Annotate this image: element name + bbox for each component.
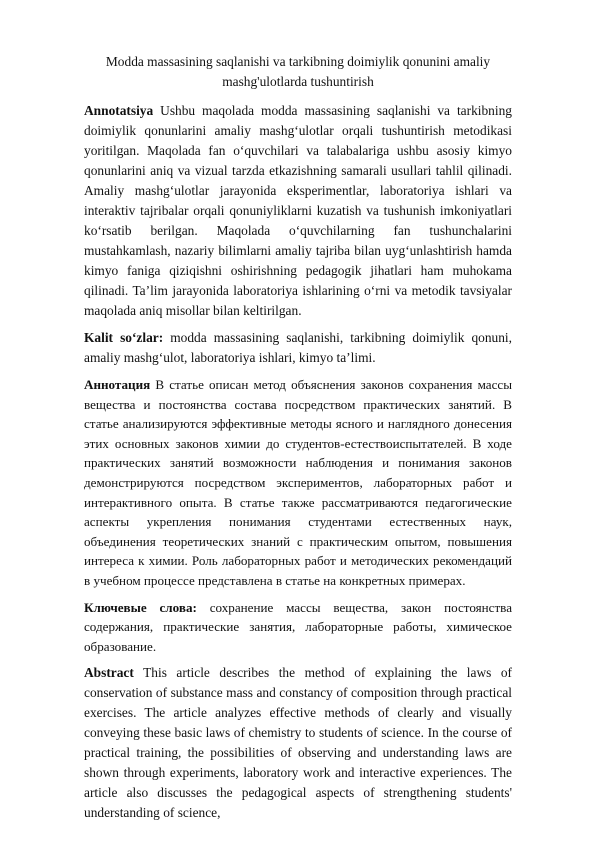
abstract-en <box>84 663 512 823</box>
keywords-ru-text: сохранение массы вещества, закон постоянства содержания, практические занятия, лабораторные работы, химическое образование. <box>84 599 513 654</box>
keywords-uz <box>84 328 512 368</box>
annotation-uz-text: Ushbu maqolada modda massasining saqlanishi va tarkibning doimiylik qonunlarini amaliy mashg‘ulotlar orqali tushuntirish metodikasi yoritilgan. Maqolada fan o‘quvchilari va talabalariga ushbu asosiy kimyo qonunlarini aniq va vizual tarzda etkazishning samarali usullari tahlil qilinadi. Amaliy mashg‘ulotlar jarayonida eksperimentlar, laboratoriya ishlari va interaktiv tajribalar orqali qonuniyliklarni kuzatish va tushunish imkoniyatlari ko‘rsatib berilgan. Maqolada o‘quvchilarning fan tushunchalarini mustahkamlash, nazariy bilimlarni amaliy tajriba bilan uyg‘unlashtirish hamda kimyo faniga qiziqishni oshirishning pedagogik jihatlari ham muhokama qilinadi. Ta’lim jarayonida laboratoriya ishlarining o‘rni va metodik tavsiyalar maqolada aniq misollar bilan keltirilgan. <box>84 103 512 318</box>
article-title-line-1: Modda massasining saqlanishi va tarkibning doimiylik qonunini amaliy <box>105 54 491 69</box>
article-title-line-2: mashg'ulotlarda tushuntirish <box>222 74 374 89</box>
document-page <box>84 52 512 823</box>
annotation-ru-label: Аннотация <box>84 377 151 392</box>
annotation-ru <box>84 375 512 591</box>
annotation-uz-label: Annotatsiya <box>84 103 154 118</box>
keywords-ru <box>84 598 512 657</box>
annotation-ru-text: В статье описан метод объяснения законов сохранения массы вещества и постоянства состава посредством практических занятий. В статье анализируются эффективные методы ясного и наглядного донесения этих основных законов химии до студентов-естествоиспытателей. В ходе практических занятий возможности наблюдения и понимания законов демонстрируются посредством экспериментов, лабораторных работ и интерактивного опыта. В статье также рассматриваются педагогические аспекты укрепления понимания студентами естественных наук, объединения теоретических знаний с практическим опытом, повышения интереса к химии. Роль лабораторных работ и методических рекомендаций в учебном процессе представлена в статье на конкретных примерах. <box>84 377 512 588</box>
article-title <box>84 52 512 92</box>
abstract-en-text: This article describes the method of explaining the laws of conservation of substance mass and constancy of composition through practical exercises. The article analyzes effective methods of clearly and visually conveying these basic laws of chemistry to students of science. In the course of practical training, the possibilities of observing and understanding laws are shown through experiments, laboratory work and interactive experiences. The article also discusses the pedagogical aspects of strengthening students' understanding of science, <box>84 665 512 821</box>
abstract-en-label: Abstract <box>84 665 134 681</box>
keywords-uz-label: Kalit so‘zlar: <box>84 330 164 345</box>
keywords-ru-label: Ключевые слова: <box>84 599 197 615</box>
annotation-uz <box>84 101 512 321</box>
keywords-uz-text: modda massasining saqlanishi, tarkibning doimiylik qonuni, amaliy mashg‘ulot, laboratoriya ishlari, kimyo ta’limi. <box>84 330 512 365</box>
